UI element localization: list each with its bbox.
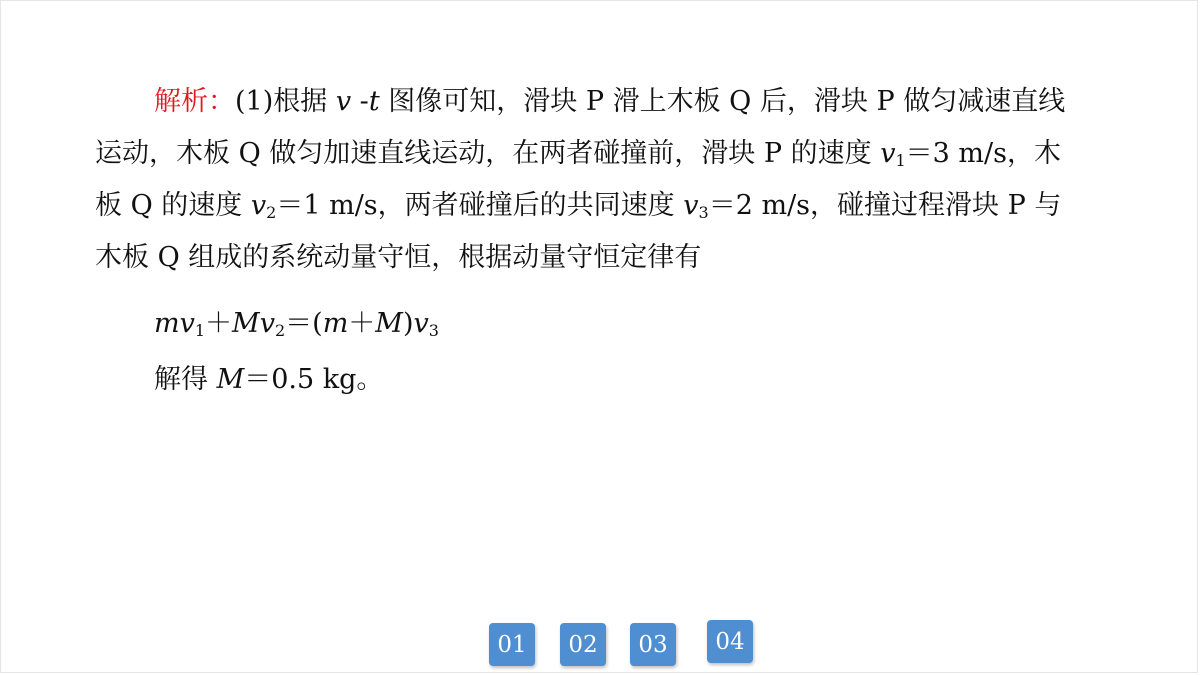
p1-text-5: ＝1 m/s，两者碰撞后的共同速度 [276,190,684,221]
momentum-equation [95,298,1085,350]
eq-equals: ＝( [285,308,323,339]
eq-sub-1: 1 [194,321,206,340]
answer-line [95,354,1085,406]
p1-text-6: ＝2 m/s，碰撞过程滑块 P 与木板 Q 组成的系统动量守恒，根据动量守恒定律有 [95,190,1062,273]
eq-plus-1: ＋ [205,308,233,339]
var-v2: v [250,190,267,221]
eq-m: m [322,308,349,339]
sub-1: 1 [895,151,906,170]
solution-content [95,76,1085,406]
sub-2: 2 [266,203,277,222]
eq-sub-2: 2 [274,321,286,340]
answer-post: ＝0.5 kg。 [244,364,384,395]
solution-paragraph [95,76,1085,284]
nav-button-04[interactable]: 04 [707,620,753,663]
p1-text-1: (1)根据 [235,86,336,117]
solution-label: 解析： [154,86,235,117]
var-v: v [335,86,352,117]
eq-close-paren: ) [402,308,414,339]
var-t: t [368,86,380,117]
eq-mv: mv [154,308,195,339]
nav-button-03[interactable]: 03 [630,623,676,666]
p1-text-2: - [351,86,369,117]
p1-text-3: 图像可知，滑块 P 滑上木板 Q 后，滑块 P 做匀减速直线运动，木板 Q 做匀加速直线运动，在两者碰撞前，滑块 P 的速度 [95,86,1066,169]
eq-v: v [413,308,429,339]
eq-sub-3: 3 [428,321,439,340]
var-v1: v [880,138,896,169]
answer-pre: 解得 [154,364,217,395]
question-nav [489,620,759,670]
answer-M: M [216,364,245,395]
p1-text-4: ＝3 m/s，木板 Q 的速度 [95,138,1061,221]
eq-Mv: Mv [232,308,275,339]
nav-button-01[interactable]: 01 [489,623,535,666]
nav-button-02[interactable]: 02 [560,623,606,666]
var-v3: v [683,190,699,221]
sub-3: 3 [698,203,709,222]
eq-M: M [375,308,403,339]
eq-plus-2: ＋ [348,308,376,339]
